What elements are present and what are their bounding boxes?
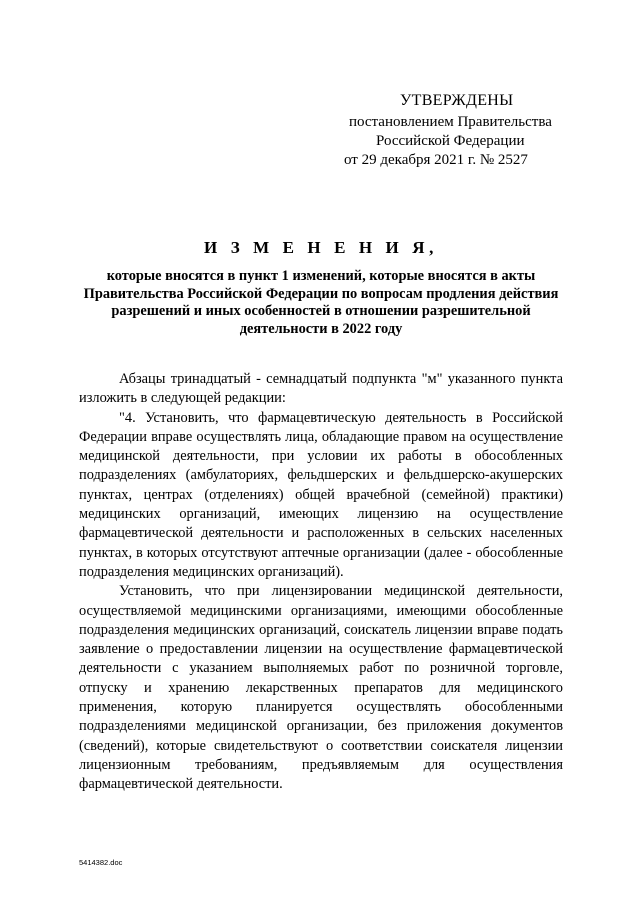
document-title-block — [78, 238, 564, 338]
body-paragraph-point-4: "4. Установить, что фармацевтическую деятельность в Российской Федерации вправе осуществлять лица, обладающие правом на осуществление медицинской деятельности, при условии их работы в обособленных подразделениях (амбулаториях, фельдшерских и фельдшерско-акушерских пунктах, центрах (отделениях) общей врачебной (семейной) практики) медицинских организаций, имеющих лицензию на осуществление фармацевтической деятельности и расположенных в сельских населенных пунктах, в которых отсутствуют аптечные организации (далее - обособленные подразделения медицинских организаций). — [79, 409, 563, 580]
approval-line-decree: постановлением Правительства — [349, 114, 552, 130]
document-subtitle: которые вносятся в пункт 1 изменений, которые вносятся в акты Правительства Российской Федерации по вопросам продления действия разрешений и иных особенностей в отношении разрешительной деятельности в 2022 году — [83, 268, 559, 337]
body-paragraph-intro: Абзацы тринадцатый - семнадцатый подпункта "м" указанного пункта изложить в следующей редакции: — [79, 371, 563, 407]
approval-line-date-number: от 29 декабря 2021 г. № 2527 — [344, 152, 528, 168]
approval-heading: УТВЕРЖДЕНЫ — [400, 92, 514, 109]
document-title: И З М Е Н Е Н И Я, — [204, 238, 438, 257]
file-code: 5414382.doc — [79, 858, 123, 867]
document-body — [79, 370, 563, 795]
approval-line-federation: Российской Федерации — [376, 133, 525, 149]
body-paragraph-licensing: Установить, что при лицензировании медицинской деятельности, осуществляемой медицинскими организациями, имеющими обособленные подразделения медицинских организаций, соискатель лицензии вправе подать заявление о предоставлении лицензии на осуществление фармацевтической деятельности с указанием выполняемых работ по розничной торговле, отпуску и хранению лекарственных препаратов для медицинского применения, которую планируется осуществлять обособленными подразделениями медицинской организации, без приложения документов (сведений), которые свидетельствуют о соответствии соискателя лицензии лицензионным требованиям, предъявляемым для осуществления фармацевтической деятельности. — [79, 583, 563, 793]
